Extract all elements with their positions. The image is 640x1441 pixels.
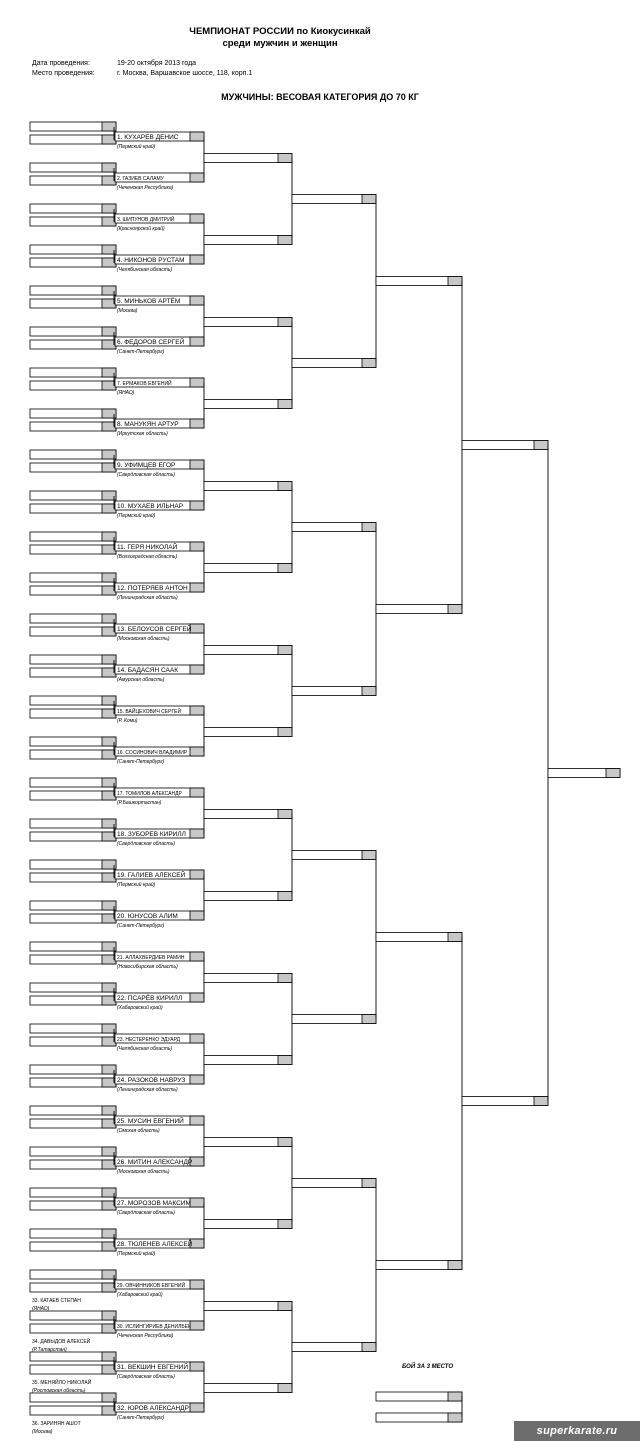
participant-slot-score: [190, 1403, 204, 1412]
participant-region: (Чеченская Республика): [117, 185, 174, 191]
date-value: 19-20 октября 2013 года: [117, 60, 197, 67]
participant-region: (Санкт-Петербург): [117, 1415, 165, 1421]
participant-region: (Красноярский край): [117, 226, 165, 232]
participant-name: 10. МУХАЕВ ИЛЬНАР: [117, 503, 184, 510]
participant-slot-score: [190, 624, 204, 633]
participant-slot-score: [190, 460, 204, 469]
participant-region: (Хабаровский край): [117, 1292, 163, 1298]
participant-name: 2. ГАЗИЕВ САЛАМУ: [117, 176, 164, 182]
participant-region: (Свердловская область): [117, 841, 175, 847]
championship-subtitle: среди мужчин и женщин: [222, 38, 338, 49]
participant-slot-score: [190, 419, 204, 428]
participant-name: 33. КАТАЕВ СТЕПАН: [32, 1298, 81, 1304]
participant-region: (ЯНАО): [117, 390, 135, 396]
participant-name: 35. МЕНЯЙЛО НИКОЛАЙ: [32, 1380, 92, 1386]
participant-region: (Новосибирская область): [117, 964, 178, 970]
participant-region: (Пермский край): [117, 513, 156, 519]
participant-name: 22. ПСАРЁВ КИРИЛЛ: [117, 995, 183, 1002]
participant-name: 27. МОРОЗОВ МАКСИМ: [117, 1200, 191, 1207]
round2-slot-score: [278, 646, 292, 655]
participant-region: (Челябинская область): [117, 1046, 173, 1052]
participant-region: (Москва): [32, 1429, 53, 1435]
participant-region: (Свердловская область): [117, 472, 175, 478]
round3-slot-score: [362, 359, 376, 368]
participant-region: (Санкт-Петербург): [117, 349, 165, 355]
participant-slot-score: [190, 296, 204, 305]
participant-region: (Р. Коми): [117, 718, 138, 724]
participant-slot-score: [190, 173, 204, 182]
participant-name: 36. ЗАРИНЯН АШОТ: [32, 1421, 81, 1427]
participant-region: (Московская область): [117, 1169, 170, 1175]
participant-region: (Московская область): [117, 636, 170, 642]
third-place-label: БОЙ ЗА 3 МЕСТО: [402, 1364, 454, 1370]
round2-slot-score: [278, 318, 292, 327]
participant-name: 1. КУХАРЕВ ДЕНИС: [117, 134, 179, 141]
participant-slot-score: [190, 583, 204, 592]
participant-slot-score: [190, 378, 204, 387]
participant-name: 7. ЕРМАКОВ ЕВГЕНИЙ: [117, 381, 172, 387]
place-value: г. Москва, Варшавское шоссе, 118, корп.1: [117, 70, 253, 77]
round2-slot-score: [278, 974, 292, 983]
participant-region: (Челябинская область): [117, 267, 173, 273]
participant-name: 4. НИКОНОВ РУСТАМ: [117, 257, 185, 264]
participant-region: (Амурская область): [117, 677, 165, 683]
round2-slot-score: [278, 1056, 292, 1065]
round4-slot-score: [448, 605, 462, 614]
participant-region: (Омская область): [117, 1128, 160, 1134]
participant-name: 19. ГАЛИЕВ АЛЕКСЕЙ: [117, 872, 186, 879]
round2-slot-score: [278, 810, 292, 819]
participant-slot-score: [190, 1321, 204, 1330]
round2-slot-score: [278, 482, 292, 491]
weight-category-heading: МУЖЧИНЫ: ВЕСОВАЯ КАТЕГОРИЯ ДО 70 КГ: [221, 92, 419, 102]
round3-slot-score: [362, 195, 376, 204]
participant-name: 12. ПОТЕРЯЕВ АНТОН: [117, 585, 188, 592]
participant-region: (Ленинградская область): [117, 595, 178, 601]
participant-name: 9. УФИМЦЕВ ЕГОР: [117, 462, 176, 469]
participant-slot-score: [190, 706, 204, 715]
participant-slot-score: [190, 1198, 204, 1207]
participant-region: (Санкт-Петербург): [117, 923, 165, 929]
round3-slot-score: [362, 1015, 376, 1024]
participant-name: 6. ФЕДОРОВ СЕРГЕЙ: [117, 339, 185, 346]
round2-slot-score: [278, 728, 292, 737]
participant-slot-score: [190, 993, 204, 1002]
participant-region: (Хабаровский край): [117, 1005, 163, 1011]
participant-slot-score: [190, 747, 204, 756]
final-slot-score: [606, 769, 620, 778]
participant-slot-score: [190, 1116, 204, 1125]
participant-region: (Пермский край): [117, 1251, 156, 1257]
participant-slot-score: [190, 829, 204, 838]
round3-slot-score: [362, 1343, 376, 1352]
participant-slot-score: [190, 1280, 204, 1289]
participant-region: (Пермский край): [117, 144, 156, 150]
round4-slot-score: [448, 1261, 462, 1270]
participant-name: 18. ЗУБОРЕВ КИРИЛЛ: [117, 831, 186, 838]
participant-name: 26. МИТИН АЛЕКСАНДР: [117, 1159, 193, 1166]
participant-region: (Р.Башкортастан): [117, 800, 162, 806]
participant-name: 17. ТОМИЛОВ АЛЕКСАНДР: [117, 791, 182, 797]
participant-region: (Чеченская Республика): [117, 1333, 174, 1339]
date-label: Дата проведения:: [32, 60, 90, 67]
round2-slot-score: [278, 1220, 292, 1229]
participant-name: 3. ШИПУНОВ ДМИТРИЙ: [117, 217, 175, 223]
participant-slot-score: [190, 952, 204, 961]
participant-slot-score: [190, 255, 204, 264]
round2-slot-score: [278, 1138, 292, 1147]
participant-name: 8. МАНУКЯН АРТУР: [117, 421, 179, 428]
round2-slot-score: [278, 1384, 292, 1393]
round2-slot-score: [278, 892, 292, 901]
participant-region: (Иркутская область): [117, 431, 168, 437]
participant-slot-score: [190, 665, 204, 674]
participant-name: 16. СОСИНОВИЧ ВЛАДИМИР: [117, 750, 188, 756]
round3-slot-score: [362, 523, 376, 532]
participant-slot-score: [190, 542, 204, 551]
third-place-slot-score: [448, 1413, 462, 1422]
round2-slot-score: [278, 236, 292, 245]
round3-slot-score: [362, 1179, 376, 1188]
participant-region: (Свердловская область): [117, 1210, 175, 1216]
round2-slot-score: [278, 564, 292, 573]
participant-region: (ЯНАО): [32, 1306, 50, 1312]
semifinal-slot-score: [534, 441, 548, 450]
participant-region: (Свердловская область): [117, 1374, 175, 1380]
participant-slot-score: [190, 132, 204, 141]
participant-name: 15. ВАЙЦЕХОВИЧ СЕРГЕЙ: [117, 709, 182, 715]
participant-slot-score: [190, 1075, 204, 1084]
participant-slot-score: [190, 1362, 204, 1371]
participant-slot-score: [190, 911, 204, 920]
participant-region: (Пермский край): [117, 882, 156, 888]
participant-slot-score: [190, 788, 204, 797]
watermark: superkarate.ru: [514, 1421, 640, 1441]
participant-region: (Москва): [117, 308, 138, 314]
third-place-slot-score: [448, 1392, 462, 1401]
participant-region: (Санкт-Петербург): [117, 759, 165, 765]
participant-name: 28. ТЮЛЕНЕВ АЛЕКСЕЙ: [117, 1241, 193, 1248]
participant-slot-score: [190, 337, 204, 346]
participant-region: (Волгоградская область): [117, 554, 178, 560]
round2-slot-score: [278, 400, 292, 409]
round2-slot-score: [278, 1302, 292, 1311]
championship-title: ЧЕМПИОНАТ РОССИИ по Киокусинкай: [189, 26, 371, 37]
participant-slot-score: [190, 870, 204, 879]
participant-region: (Ростовская область): [32, 1388, 86, 1394]
participant-name: 13. БЕЛОУСОВ СЕРГЕЙ: [117, 626, 192, 633]
participant-slot-score: [190, 1034, 204, 1043]
participant-name: 31. ВЕКШИН ЕВГЕНИЙ: [117, 1364, 188, 1371]
participant-name: 21. АЛЛАХВЕРДИЕВ РАМИН: [117, 955, 185, 961]
round2-slot-score: [278, 154, 292, 163]
round3-slot-score: [362, 687, 376, 696]
participant-name: 20. ЮНУСОВ АЛИМ: [117, 913, 178, 920]
participant-name: 24. РАЗОКОВ НАВРУЗ: [117, 1077, 186, 1084]
round4-slot-score: [448, 933, 462, 942]
participant-region: (Р.Татарстан): [32, 1347, 67, 1353]
participant-name: 29. ОВЧИННИКОВ ЕВГЕНИЙ: [117, 1283, 186, 1289]
participant-slot-score: [190, 214, 204, 223]
participant-name: 34. ДАВЫДОВ АЛЕКСЕЙ: [32, 1339, 91, 1345]
participant-slot-score: [190, 501, 204, 510]
round3-slot-score: [362, 851, 376, 860]
participant-name: 14. БАДАСЯН СААК: [117, 667, 179, 674]
participant-name: 23. НЕСТЕРЕНКО ЭДУАРД: [117, 1037, 180, 1043]
round4-slot-score: [448, 277, 462, 286]
participant-name: 25. МУСИН ЕВГЕНИЙ: [117, 1118, 184, 1125]
participant-region: (Ленинградская область): [117, 1087, 178, 1093]
participant-name: 5. МИНЬКОВ АРТЁМ: [117, 298, 181, 305]
participant-name: 32. ЮРОВ АЛЕКСАНДР: [117, 1405, 189, 1412]
place-label: Место проведения:: [32, 70, 95, 77]
semifinal-slot-score: [534, 1097, 548, 1106]
participant-name: 30. ИСЛИНГИРИЕВ ДЕНИЛБЕК: [117, 1324, 191, 1330]
participant-name: 11. ГЕРЯ НИКОЛАЙ: [117, 544, 178, 551]
